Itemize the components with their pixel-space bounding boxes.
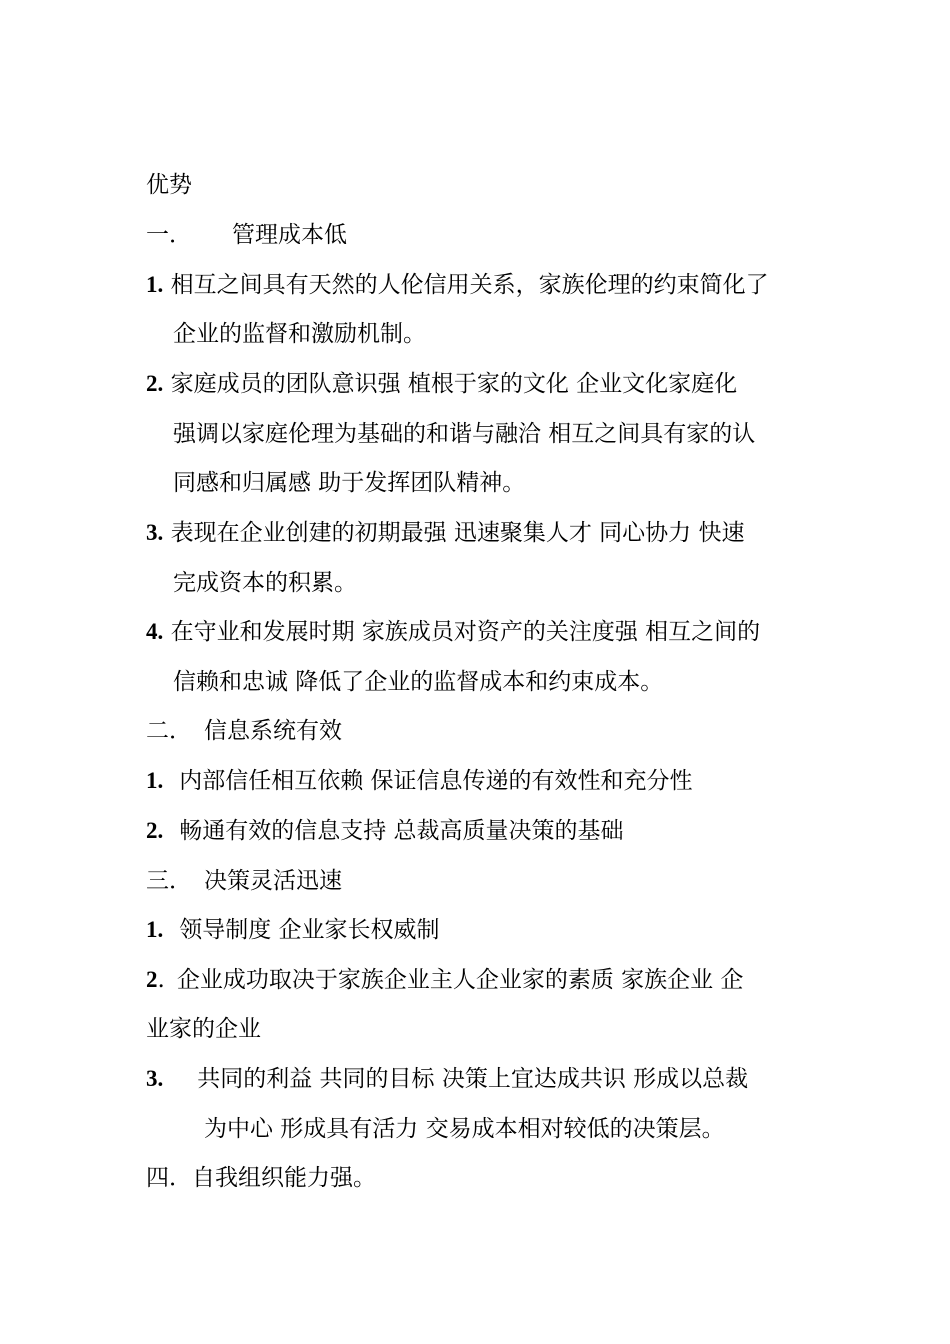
- section-heading-3: [146, 866, 342, 896]
- item-text: 共同的利益 共同的目标 决策上宜达成共识 形成以总裁: [197, 1066, 749, 1092]
- list-item: [146, 915, 440, 945]
- section-label: 二．: [146, 718, 192, 744]
- list-item: [146, 617, 760, 647]
- list-item: [146, 270, 769, 300]
- item-number: 2.: [146, 371, 164, 396]
- item-text: 表现在企业创建的初期最强 迅速聚集人才 同心协力 快速: [170, 520, 745, 546]
- item-text: 在守业和发展时期 家族成员对资产的关注度强 相互之间的: [170, 619, 761, 645]
- item-text: 领导制度 企业家长权威制: [179, 917, 440, 943]
- section-text: 信息系统有效: [204, 718, 342, 744]
- list-item-continuation: 为中心 形成具有活力 交易成本相对较低的决策层。: [204, 1116, 725, 1142]
- item-number: 1.: [146, 272, 164, 297]
- section-text: 自我组织能力强。: [192, 1165, 376, 1191]
- item-text: 家庭成员的团队意识强 植根于家的文化 企业文化家庭化: [170, 371, 738, 397]
- section-heading-4: [146, 1163, 376, 1193]
- section-label: 一．: [146, 222, 192, 248]
- item-number: 4.: [146, 619, 164, 644]
- item-number: 2: [146, 967, 158, 992]
- section-text: 决策灵活迅速: [204, 868, 342, 894]
- item-number: 1.: [146, 768, 164, 793]
- item-text: 畅通有效的信息支持 总裁高质量决策的基础: [179, 818, 624, 844]
- item-dot: .: [157, 967, 165, 993]
- list-item-continuation: 业家的企业: [146, 1016, 261, 1042]
- item-text: 企业成功取决于家族企业主人企业家的素质 家族企业 企: [176, 967, 744, 993]
- item-number: 3.: [146, 1066, 164, 1091]
- list-item-continuation: 企业的监督和激励机制。: [173, 321, 426, 347]
- list-item-continuation: 同感和归属感 助于发挥团队精神。: [173, 470, 526, 496]
- section-text: 管理成本低: [232, 222, 347, 248]
- list-item: [146, 816, 624, 846]
- section-label: 四．: [146, 1165, 192, 1191]
- section-label: 三．: [146, 868, 192, 894]
- list-item: [146, 518, 745, 548]
- list-item: [146, 766, 693, 796]
- section-heading-1: [146, 220, 347, 250]
- item-number: 3.: [146, 520, 164, 545]
- document-title: 优势: [146, 172, 192, 198]
- list-item-continuation: 完成资本的积累。: [173, 570, 357, 596]
- list-item: [146, 369, 737, 399]
- list-item-continuation: 强调以家庭伦理为基础的和谐与融洽 相互之间具有家的认: [173, 421, 756, 447]
- list-item: [146, 965, 743, 995]
- item-text: 相互之间具有天然的人伦信用关系，家族伦理的约束简化了: [170, 272, 769, 298]
- section-heading-2: [146, 716, 342, 746]
- item-text: 内部信任相互依赖 保证信息传递的有效性和充分性: [179, 768, 693, 794]
- list-item: [146, 1064, 748, 1094]
- item-number: 2.: [146, 818, 164, 843]
- item-number: 1.: [146, 917, 164, 942]
- list-item-continuation: 信赖和忠诚 降低了企业的监督成本和约束成本。: [173, 669, 664, 695]
